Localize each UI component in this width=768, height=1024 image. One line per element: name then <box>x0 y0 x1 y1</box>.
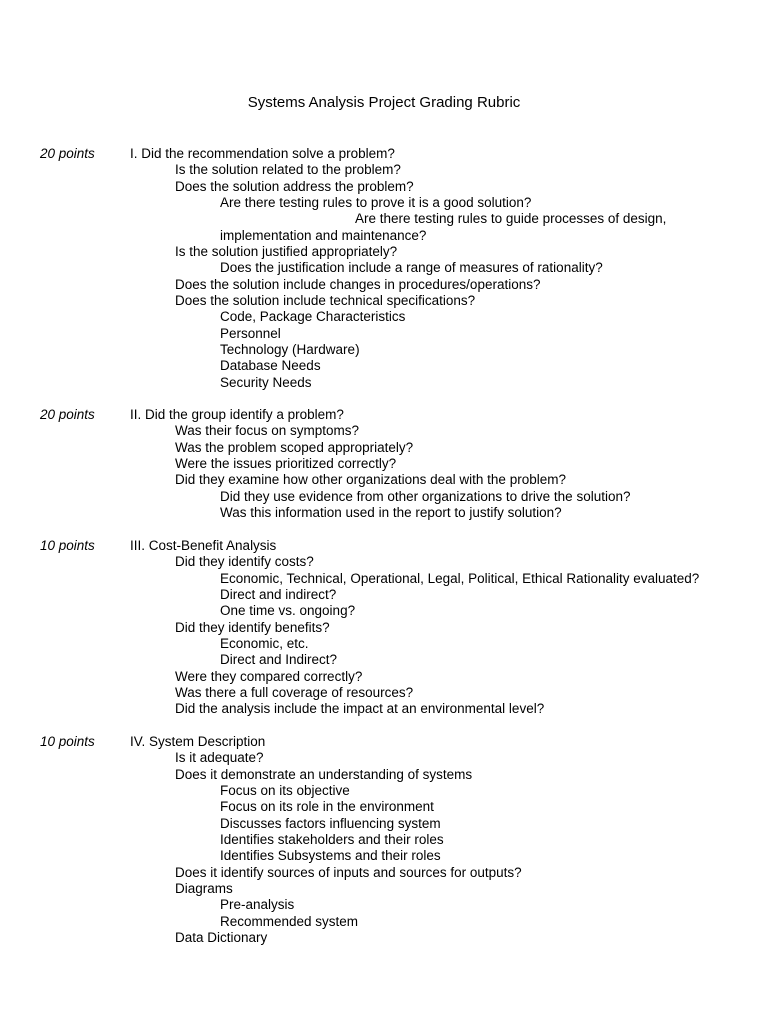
rubric-item: Are there testing rules to guide processes of design, <box>355 211 667 227</box>
rubric-item: Does the solution include changes in procedures/operations? <box>175 276 541 292</box>
section-heading: II. Did the group identify a problem? <box>130 407 344 422</box>
section-points: 20 points <box>40 146 95 161</box>
rubric-item: One time vs. ongoing? <box>220 603 356 619</box>
rubric-item: Did they identify costs? <box>175 554 314 570</box>
section-points: 10 points <box>40 734 95 749</box>
rubric-item: Was their focus on symptoms? <box>175 423 360 439</box>
rubric-item: Economic, etc. <box>220 636 309 652</box>
rubric-item: Did they use evidence from other organizations to drive the solution? <box>220 488 631 504</box>
rubric-item: Does the solution include technical specifications? <box>175 293 476 309</box>
rubric-item: Does the justification include a range of measures of rationality? <box>220 260 603 276</box>
rubric-item: Focus on its objective <box>220 783 350 799</box>
rubric-item: Did the analysis include the impact at an environmental level? <box>175 701 545 717</box>
rubric-item: Did they examine how other organizations deal with the problem? <box>175 472 566 488</box>
rubric-item: Is it adequate? <box>175 750 264 766</box>
rubric-item: Were the issues prioritized correctly? <box>175 456 397 472</box>
rubric-item: Does it demonstrate an understanding of systems <box>175 766 473 782</box>
rubric-item: Focus on its role in the environment <box>220 799 434 815</box>
rubric-item: Recommended system <box>220 913 359 929</box>
rubric-item: Identifies Subsystems and their roles <box>220 848 441 864</box>
section-heading: IV. System Description <box>130 734 266 749</box>
rubric-item: Discusses factors influencing system <box>220 815 441 831</box>
rubric-item: Is the solution justified appropriately? <box>175 244 398 260</box>
rubric-item: Economic, Technical, Operational, Legal, Political, Ethical Rationality evaluated? <box>220 570 700 586</box>
section-lines <box>0 146 768 391</box>
rubric-item: Were they compared correctly? <box>175 668 363 684</box>
section-lines <box>0 407 768 521</box>
rubric-item: Code, Package Characteristics <box>220 309 406 325</box>
section-heading: III. Cost-Benefit Analysis <box>130 538 277 553</box>
section-points: 10 points <box>40 538 95 553</box>
rubric-item: Did they identify benefits? <box>175 619 330 635</box>
rubric-item: Database Needs <box>220 358 321 374</box>
document-title: Systems Analysis Project Grading Rubric <box>247 94 521 111</box>
section-lines <box>0 734 768 946</box>
section-lines <box>0 538 768 718</box>
rubric-item: Technology (Hardware) <box>220 342 360 358</box>
rubric-item: Security Needs <box>220 374 312 390</box>
section-heading: I. Did the recommendation solve a problem? <box>130 146 395 161</box>
rubric-item: Pre-analysis <box>220 897 295 913</box>
rubric-item: Does the solution address the problem? <box>175 178 414 194</box>
rubric-item: Diagrams <box>175 881 233 897</box>
section-points: 20 points <box>40 407 95 422</box>
rubric-item: Was the problem scoped appropriately? <box>175 439 414 455</box>
rubric-item: Personnel <box>220 325 281 341</box>
rubric-item: Data Dictionary <box>175 930 268 946</box>
rubric-item: implementation and maintenance? <box>220 227 427 243</box>
rubric-item: Was this information used in the report to justify solution? <box>220 505 562 521</box>
rubric-item: Direct and indirect? <box>220 587 337 603</box>
rubric-item: Direct and Indirect? <box>220 652 338 668</box>
rubric-item: Are there testing rules to prove it is a good solution? <box>220 195 532 211</box>
rubric-item: Does it identify sources of inputs and sources for outputs? <box>175 864 522 880</box>
rubric-item: Was there a full coverage of resources? <box>175 685 414 701</box>
rubric-item: Identifies stakeholders and their roles <box>220 832 444 848</box>
rubric-item: Is the solution related to the problem? <box>175 162 401 178</box>
